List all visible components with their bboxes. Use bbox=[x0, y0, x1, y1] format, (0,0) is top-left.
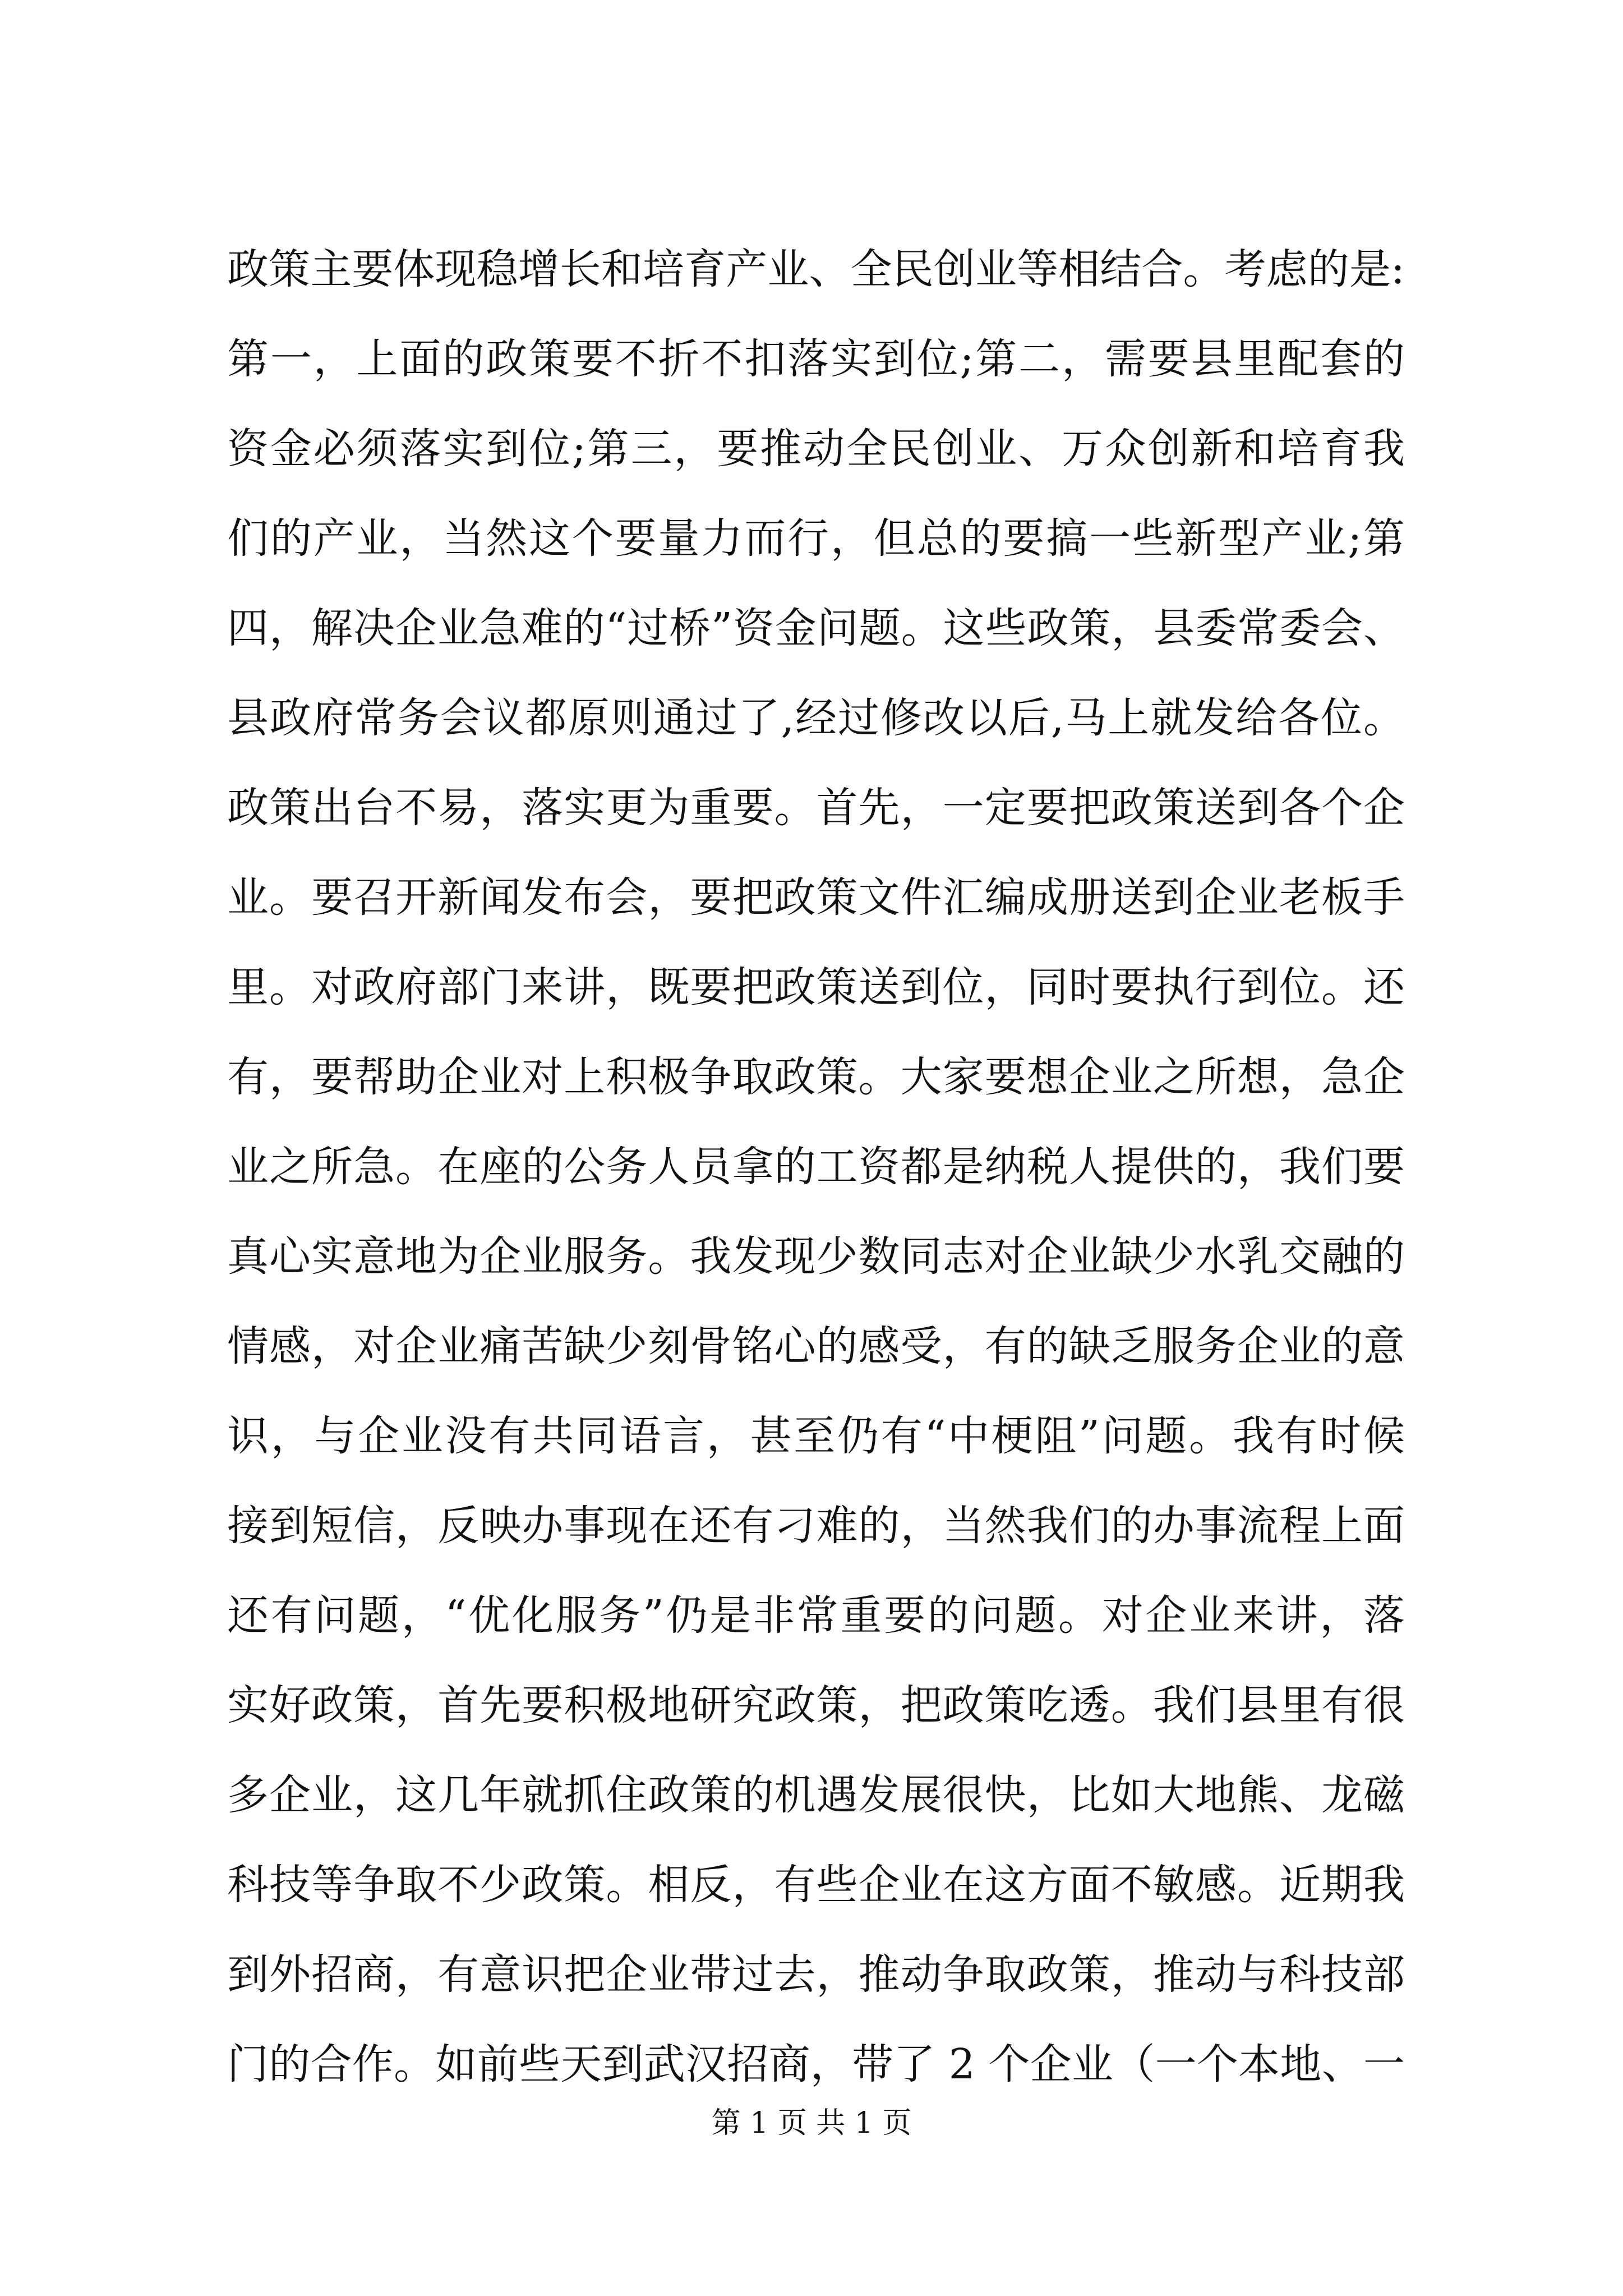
text-line: 还有问题，“优化服务”仍是非常重要的问题。对企业来讲，落 bbox=[227, 1591, 1405, 1640]
text-line: 有，要帮助企业对上积极争取政策。大家要想企业之所想，急企 bbox=[227, 1053, 1405, 1101]
text-line: 实好政策，首先要积极地研究政策，把政策吃透。我们县里有很 bbox=[227, 1681, 1405, 1729]
text-line: 业之所急。在座的公务人员拿的工资都是纳税人提供的，我们要 bbox=[227, 1143, 1405, 1191]
text-line: 科技等争取不少政策。相反，有些企业在这方面不敏感。近期我 bbox=[227, 1861, 1405, 1909]
text-line: 情感，对企业痛苦缺少刻骨铭心的感受，有的缺乏服务企业的意 bbox=[227, 1322, 1405, 1370]
text-line: 识，与企业没有共同语言，甚至仍有“中梗阻”问题。我有时候 bbox=[227, 1412, 1405, 1460]
text-line: 资金必须落实到位;第三，要推动全民创业、万众创新和培育我 bbox=[227, 425, 1405, 473]
text-line: 业。要召开新闻发布会，要把政策文件汇编成册送到企业老板手 bbox=[227, 873, 1405, 922]
text-line: 里。对政府部门来讲，既要把政策送到位，同时要执行到位。还 bbox=[227, 963, 1405, 1011]
text-line: 接到短信，反映办事现在还有刁难的，当然我们的办事流程上面 bbox=[227, 1502, 1405, 1550]
text-line: 到外招商，有意识把企业带过去，推动争取政策，推动与科技部 bbox=[227, 1950, 1405, 1999]
text-line: 政策出台不易，落实更为重要。首先，一定要把政策送到各个企 bbox=[227, 784, 1405, 832]
text-line: 门的合作。如前些天到武汉招商，带了 2 个企业（一个本地、一 bbox=[227, 2040, 1405, 2088]
text-line: 多企业，这几年就抓住政策的机遇发展很快，比如大地熊、龙磁 bbox=[227, 1771, 1405, 1819]
text-line: 第一，上面的政策要不折不扣落实到位;第二，需要县里配套的 bbox=[227, 335, 1405, 383]
text-line: 们的产业，当然这个要量力而行，但总的要搞一些新型产业;第 bbox=[227, 514, 1405, 563]
text-line: 真心实意地为企业服务。我发现少数同志对企业缺少水乳交融的 bbox=[227, 1232, 1405, 1281]
text-line: 县政府常务会议都原则通过了,经过修改以后,马上就发给各位。 bbox=[227, 694, 1405, 742]
page-footer: 第 1 页 共 1 页 bbox=[711, 2106, 912, 2140]
body-text bbox=[227, 224, 1405, 2109]
text-line: 四，解决企业急难的“过桥”资金问题。这些政策，县委常委会、 bbox=[227, 604, 1405, 652]
text-line: 政策主要体现稳增长和培育产业、全民创业等相结合。考虑的是: bbox=[227, 245, 1405, 293]
